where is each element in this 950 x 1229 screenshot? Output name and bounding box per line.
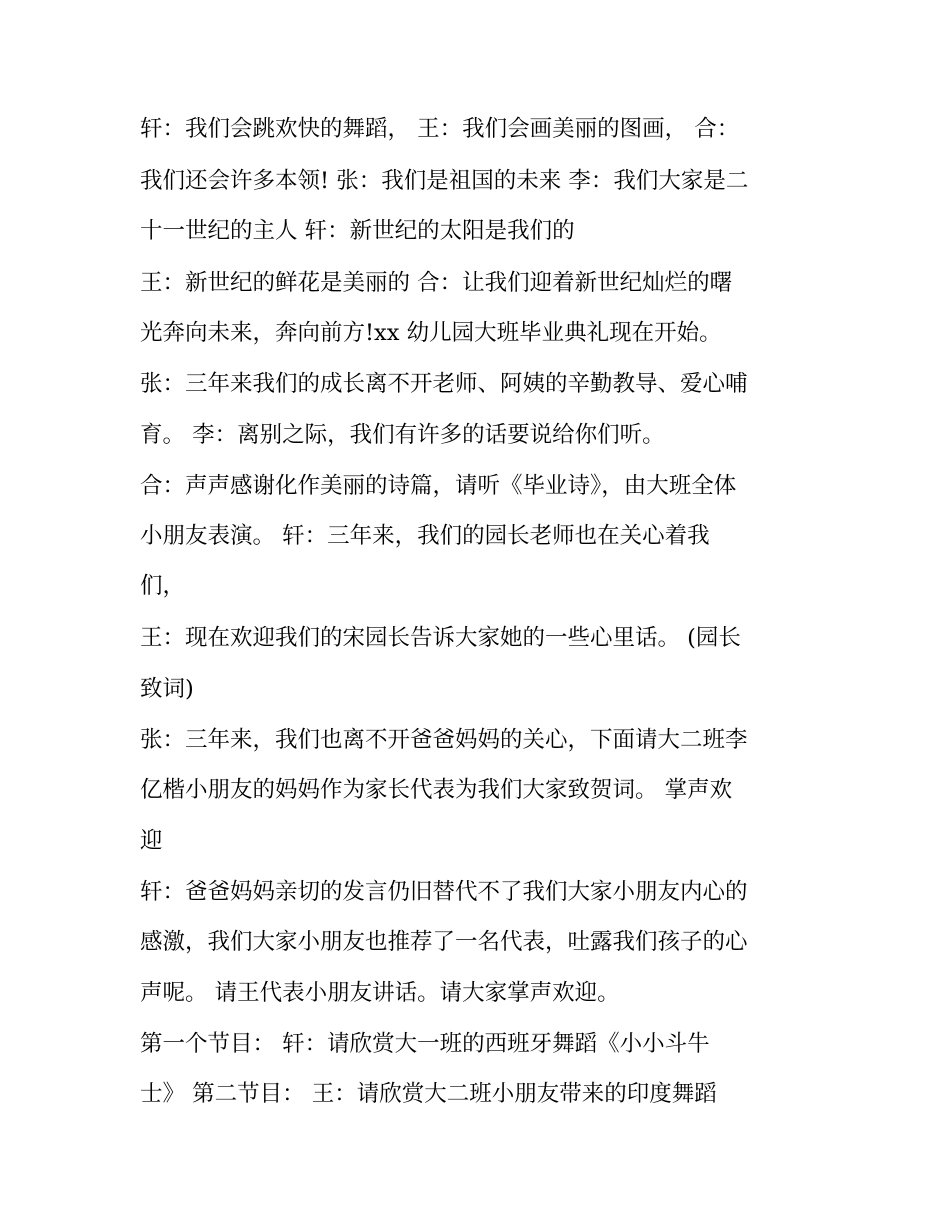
text-line-2: 我们还会许多本领! 张：我们是祖国的未来 李：我们大家是二: [140, 168, 749, 194]
text-line-11: 王：现在欢迎我们的宋园长告诉大家她的一些心里话。 (园长: [140, 625, 741, 651]
text-line-9: 小朋友表演。 轩：三年来，我们的园长老师也在关心着我: [140, 523, 710, 549]
text-line-16: 轩：爸爸妈妈亲切的发言仍旧替代不了我们大家小朋友内心的: [140, 879, 748, 905]
text-line-19: 第一个节目： 轩：请欣赏大一班的西班牙舞蹈《小小斗牛: [140, 1031, 710, 1057]
text-line-3: 十一世纪的主人 轩：新世纪的太阳是我们的: [140, 218, 575, 244]
text-line-8: 合：声声感谢化作美丽的诗篇，请听《毕业诗》，由大班全体: [140, 473, 737, 499]
text-line-15: 迎: [140, 828, 163, 854]
text-line-20: 士》 第二节目： 王：请欣赏大二班小朋友带来的印度舞蹈: [140, 1081, 717, 1107]
text-line-5: 光奔向未来，奔向前方!xx 幼儿园大班毕业典礼现在开始。: [140, 320, 722, 346]
text-line-14: 亿楷小朋友的妈妈作为家长代表为我们大家致贺词。 掌声欢: [140, 777, 733, 803]
text-line-4: 王：新世纪的鲜花是美丽的 合：让我们迎着新世纪灿烂的曙: [140, 270, 733, 296]
text-line-1: 轩：我们会跳欢快的舞蹈， 王：我们会画美丽的图画， 合：: [140, 116, 740, 142]
text-line-7: 育。 李：离别之际，我们有许多的话要说给你们听。: [140, 422, 665, 448]
text-line-6: 张：三年来我们的成长离不开老师、阿姨的辛勤教导、爱心哺: [140, 371, 748, 397]
text-line-17: 感激，我们大家小朋友也推荐了一名代表，吐露我们孩子的心: [140, 929, 748, 955]
text-line-18: 声呢。 请王代表小朋友讲话。请大家掌声欢迎。: [140, 980, 620, 1006]
text-line-12: 致词): [140, 676, 194, 702]
text-line-13: 张：三年来，我们也离不开爸爸妈妈的关心，下面请大二班李: [140, 727, 748, 753]
text-line-10: 们，: [140, 573, 186, 599]
